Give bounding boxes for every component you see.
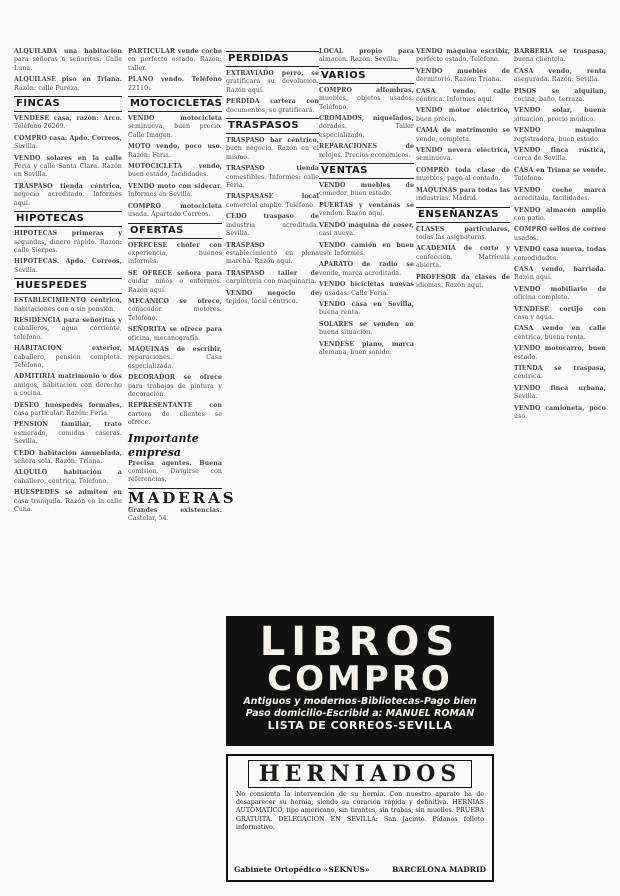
classified-ad: HUESPEDES se admiten en casa tranquila. Razón en la calle Cuna. <box>14 489 122 514</box>
section-heading: HIPOTECAS <box>14 211 122 227</box>
libros-line-2: Paso domicilio-Escribid a: MANUEL ROMAN <box>245 708 475 719</box>
libros-compro-ad <box>226 616 494 746</box>
classified-ad: DECORADOR se ofrece para trabajos de pintura y decoración. <box>128 374 222 398</box>
classified-ad: VENDESE cortijo con casa y agua. <box>514 305 606 321</box>
classified-ad: CASA vendo, renta asegurada. Razón: Sevilla. <box>514 67 606 84</box>
herniados-title: HERNIADOS <box>248 760 472 788</box>
classified-ad: SEÑORITA se ofrece para oficina, mecanografía. <box>128 326 222 342</box>
classified-ad: COMPRO toda clase de muebles, pago al contado. <box>416 166 510 183</box>
classified-ad: VENDO negocio de tejidos, local céntrico. <box>226 289 319 305</box>
classified-ad: VENDO finca urbana, Sevilla. <box>514 384 606 401</box>
classified-ad: TRASPASO establecimiento en plena marcha. Razón aquí. <box>226 241 319 266</box>
classified-ad: VENDO casa en Sevilla, buena renta. <box>319 300 414 317</box>
classified-ad: CAMA de matrimonio se vende, completa. <box>416 127 510 143</box>
classified-ad: VENDO máquina de coser, casi nueva. <box>319 221 414 238</box>
classified-ad: APARATO de radio se vende, marca acreditada. <box>319 261 414 277</box>
classified-ad: VENDO mobiliario de oficina completo. <box>514 285 606 302</box>
maderas-heading: MADERAS <box>128 488 237 507</box>
classified-ad: HIPOTECAS primeras y segundas, dinero rápido. Razón: calle Sierpes. <box>14 230 122 254</box>
classified-ad: VENDO muebles de dormitorio. Razón: Triana. <box>416 67 510 84</box>
classified-ad: CASA en Triana se vende. Teléfono. <box>514 166 606 183</box>
classified-ad: CASA vendo, barriada. Razón aquí. <box>514 265 606 282</box>
classified-ad: MOTO vendo, poco uso. Razón: Feria. <box>128 143 222 159</box>
herniados-ad <box>226 754 494 882</box>
classified-ad: CEDO habitación amueblada, señora sola. Razón: Triana. <box>14 449 122 466</box>
herniados-footer-right: BARCELONA MADRID <box>391 865 486 874</box>
classified-ad: TRASPASO tienda comestibles. Informes: calle Feria. <box>226 165 319 190</box>
classified-ad: Precisa agentes. Buena comisión. Dirigirse con referencias. <box>128 459 222 484</box>
classified-ad: REPRESENTANTE con cartera de clientes se ofrece. <box>128 402 222 427</box>
classified-ad: HIPOTECAS. Apdo. Correos, Sevilla. <box>14 258 122 274</box>
classified-ad: VENDO moto con sidecar. Informes en Sevilla. <box>128 182 222 199</box>
classified-ad: PISOS se alquilan, cocina, baño, terraza. <box>514 87 606 104</box>
classified-ad: VENDO motocicleta seminueva, buen precio. Calle Imagen. <box>128 115 222 139</box>
classified-ad: VENDO muebles de comedor, buen estado. <box>319 182 414 198</box>
classified-ad: TRASPASO tienda céntrica, negocio acreditado. Informes aquí. <box>14 182 122 207</box>
classified-ad: ADMITIRIA matrimonio o dos amigos, habitación con derecho a cocina. <box>14 373 122 398</box>
classified-ad: RESIDENCIA para señoritas y caballeros, agua corriente, teléfono. <box>14 316 122 341</box>
classified-ad: MAQUINAS para todas las industrias. Madrid. <box>416 186 510 203</box>
classified-ad: PERDIDA cartera con documentos, se gratificará. <box>226 98 319 114</box>
herniados-footer-left: Gabinete Ortopédico «SEKNUS» <box>234 865 370 874</box>
classified-ad: ALQUILADA una habitación para señoras o señoritas. Calle Luna. <box>14 48 122 72</box>
classified-ad: VENDO motocarro, buen estado. <box>514 345 606 361</box>
classified-ad: ACADEMIA de corte y confección. Matrícula abierta. <box>416 245 510 270</box>
section-heading: ENSEÑANZAS <box>416 207 510 223</box>
classified-ad: VENDESE piano, marca alemana, buen sonido. <box>319 340 414 356</box>
libros-line-1: Antiguos y modernos-Bibliotecas-Pago bien <box>243 696 477 707</box>
classified-ad: CEDO traspaso de industria acreditada. Sevilla. <box>226 213 319 238</box>
section-heading: VENTAS <box>319 163 414 179</box>
classified-ad: COMPRO casa. Apdo. Correos, Sevilla. <box>14 134 122 151</box>
classified-ad: ALQUILASE piso en Triana. Razón: calle Pureza. <box>14 76 122 92</box>
classified-ad: ALQUILO habitación a caballero, céntrica. Teléfono. <box>14 469 122 485</box>
classified-ad: CLASES particulares, todas las asignaturas. <box>416 225 510 241</box>
column-5 <box>416 48 510 608</box>
herniados-text: No consienta la intervención de su hernia. Con nuestro aparato ha de desaparecer su hernia, siendo su curación rápida y definitiva. HERNIAS AUTOMATICO, tipo americano, sin tirantes, sin trabas, sin muelles. PRUEBA GRATUITA. DELEGACION EN SEVILLA: San Jacinto. Pídanos folleto informativo. <box>236 791 484 831</box>
classified-ad: CROMADOS, niquelados, dorados. Taller especializado. <box>319 115 414 139</box>
column-4 <box>319 48 414 608</box>
classified-ad: TRASPASO bar céntrico, buen negocio. Razón en el mismo. <box>226 137 319 161</box>
section-heading: OFERTAS <box>128 223 222 239</box>
classified-ad: REPARACIONES de relojes. Precios económicos. <box>319 143 414 159</box>
classified-ad: PARTICULAR vende coche en perfecto estado. Razón: taller. <box>128 48 222 72</box>
classified-ad: VENDO camioneta, poco uso. <box>514 404 606 421</box>
herniados-footer <box>234 865 486 874</box>
classified-ad: VENDO bicicletas nuevas y usadas. Calle Feria. <box>319 281 414 297</box>
classified-ad: VENDO solar, buena situación, precio módico. <box>514 107 606 123</box>
classified-ad: COMPRO motocicleta usada. Apartado Correos. <box>128 202 222 219</box>
section-heading: HUESPEDES <box>14 278 122 294</box>
column-2 <box>128 48 237 883</box>
libros-subtitle: COMPRO <box>267 659 453 699</box>
classified-ad: TRASPASO taller de carpintería con maquinaria. <box>226 269 319 286</box>
classified-ad: PROFESOR da clases de idiomas. Razón aquí. <box>416 273 510 289</box>
classified-ad: LOCAL propio para almacén. Razón: Sevilla. <box>319 48 414 64</box>
importante-heading: Importante empresa <box>128 431 199 459</box>
classified-ad: EXTRAVIADO perro, se gratificará su devolución. Razón aquí. <box>226 70 319 94</box>
classified-ad: HABITACION exterior, caballero, pensión completa. Teléfono. <box>14 345 122 369</box>
classified-ad: Grandes existencias. Castelar, 54. <box>128 506 222 523</box>
classified-ad: PUERTAS y ventanas se venden. Razón aquí. <box>319 201 414 218</box>
classified-ad: DESEO huéspedes formales, casa particular. Razón: Feria. <box>14 401 122 417</box>
classifieds-page <box>14 48 606 888</box>
classified-ad: COMPRO sellos de correo usados. <box>514 226 606 242</box>
classified-ad: VENDO máquina registradora, buen estado. <box>514 127 606 143</box>
classified-ad: TIENDA se traspasa, céntrica. <box>514 365 606 381</box>
classified-ad: SE OFRECE señora para cuidar niños o enfermos. Razón aquí. <box>128 269 222 294</box>
classified-ad: MOTOCICLETA vendo, buen estado, facilidades. <box>128 163 222 179</box>
classified-ad: SOLARES se venden en buena situación. <box>319 320 414 337</box>
classified-ad: VENDO solares en la calle Feria y calle Santa Clara. Razón en Sevilla. <box>14 154 122 179</box>
section-heading: VARIOS <box>319 68 414 84</box>
classified-ad: VENDO finca rústica, cerca de Sevilla. <box>514 147 606 163</box>
classified-ad: VENDO máquina escribir, perfecto estado. Teléfono. <box>416 48 510 64</box>
classified-ad: VENDO nevera eléctrica, seminueva. <box>416 147 510 163</box>
section-heading: MOTOCICLETAS <box>128 96 222 112</box>
classified-ad: OFRECESE chófer con experiencia, buenos informes. <box>128 241 222 266</box>
classified-ad: PENSION familiar, trato esmerado, comidas caseras. Sevilla. <box>14 421 122 446</box>
section-heading: TRASPASOS <box>226 118 319 134</box>
classified-ad: ESTABLECIMIENTO céntrico, habitaciones con o sin pensión. <box>14 297 122 313</box>
classified-ad: VENDO coche marca acreditada, facilidades. <box>514 186 606 203</box>
classified-ad: VENDO camión en buen uso. Informes. <box>319 241 414 257</box>
classified-ad: BARBERIA se traspasa, buena clientela. <box>514 48 606 64</box>
classified-ad: CASA vendo, calle céntrica. Informes aquí. <box>416 87 510 104</box>
section-heading: FINCAS <box>14 96 122 112</box>
classified-ad: CASA vendo en calle céntrica, buena renta. <box>514 325 606 341</box>
column-3 <box>226 48 319 608</box>
classified-ad: VENDO almacén amplio con patio. <box>514 206 606 222</box>
classified-ad: PLANO vendo. Teléfono 22110. <box>128 76 222 92</box>
libros-title: LIBROS <box>259 619 461 665</box>
classified-ad: VENDESE casa, razón: Arco. Teléfono 26269. <box>14 115 122 131</box>
classified-ad: MECANICO se ofrece, conocedor motores. Teléfono. <box>128 297 222 322</box>
classified-ad: TRASPASASE local comercial amplio. Teléfono. <box>226 193 319 209</box>
libros-line-3: LISTA DE CORREOS-SEVILLA <box>267 719 453 732</box>
classified-ad: MAQUINAS de escribir, reparaciones. Casa especializada. <box>128 345 222 370</box>
classified-ad: COMPRO alfombras, muebles, objetos usados. Teléfono. <box>319 86 414 111</box>
column-6 <box>514 48 606 883</box>
classified-ad: VENDO motor eléctrico, buen precio. <box>416 107 510 123</box>
column-1 <box>14 48 122 883</box>
section-heading: PERDIDAS <box>226 51 319 67</box>
classified-ad: VENDO casa nueva, todas comodidades. <box>514 246 606 262</box>
